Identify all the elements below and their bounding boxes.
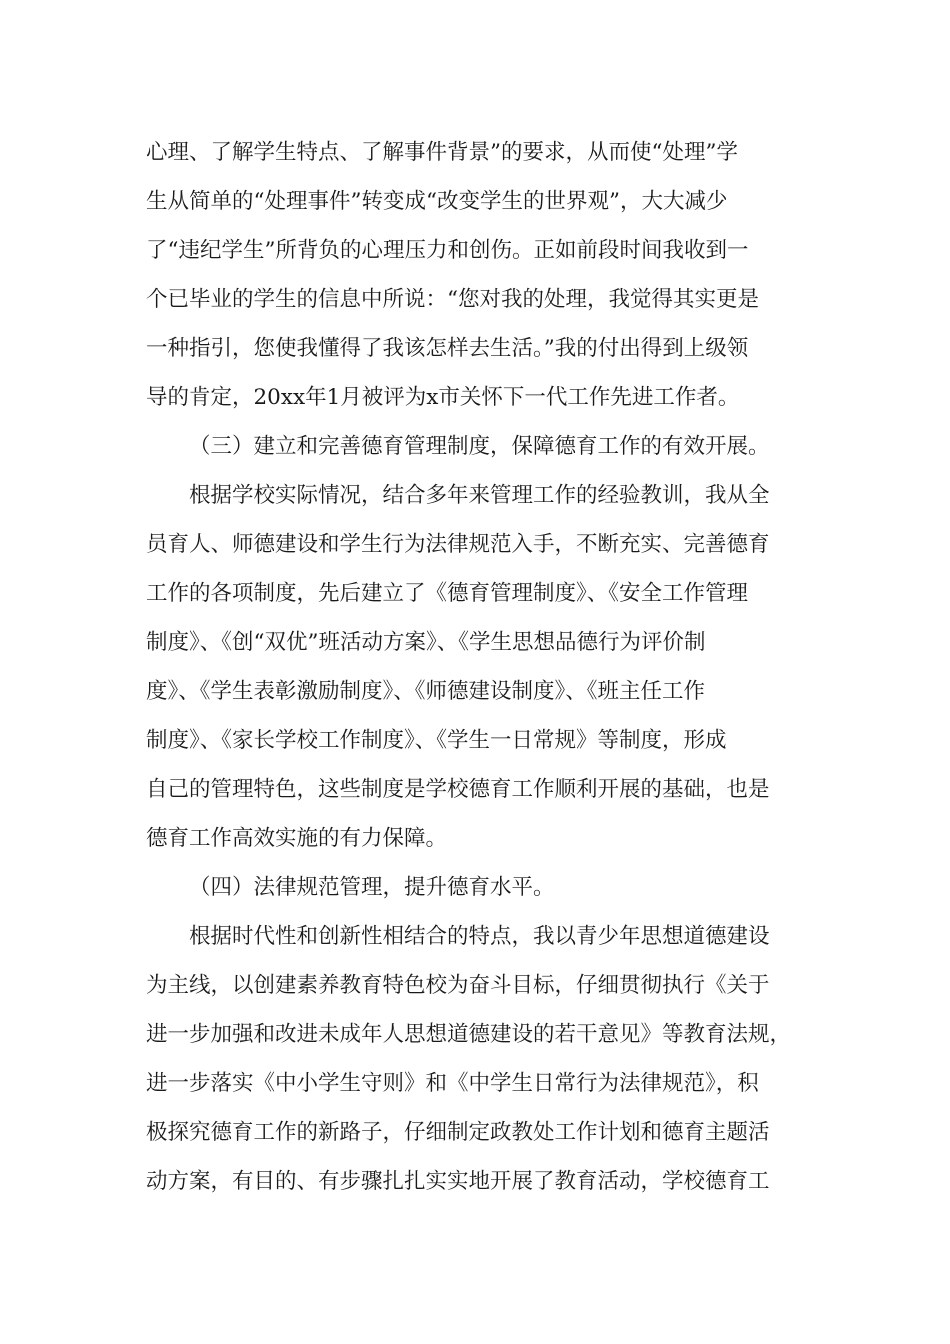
- text-line: 个已毕业的学生的信息中所说：“您对我的处理，我觉得其实更是: [146, 287, 759, 312]
- text-line: 进一步加强和改进未成年人思想道德建设的若干意见》等教育法规，: [146, 1022, 792, 1047]
- section-heading-3: （三）建立和完善德育管理制度，保障德育工作的有效开展。: [189, 434, 770, 459]
- text-line: 制度》、《创“双优”班活动方案》、《学生思想品德行为评价制: [146, 630, 706, 655]
- text-line: 员育人、师德建设和学生行为法律规范入手，不断充实、完善德育: [146, 532, 770, 557]
- text-line: 为主线，以创建素养教育特色校为奋斗目标，仔细贯彻执行《关于: [146, 973, 770, 998]
- text-line: 自己的管理特色，这些制度是学校德育工作顺利开展的基础，也是: [146, 777, 770, 802]
- text-line: 心理、了解学生特点、了解事件背景”的要求，从而使“处理”学: [146, 140, 738, 165]
- text-line: 导的肯定，20xx年1月被评为x市关怀下一代工作先进工作者。: [146, 385, 740, 410]
- text-line: 度》、《学生表彰激励制度》、《师德建设制度》、《班主任工作: [146, 679, 706, 704]
- text-line: 一种指引，您使我懂得了我该怎样去生活。”我的付出得到上级领: [146, 336, 749, 361]
- paragraph-first-line: 根据时代性和创新性相结合的特点，我以青少年思想道德建设: [189, 924, 770, 949]
- section-heading-4: （四）法律规范管理，提升德育水平。: [189, 875, 555, 900]
- body-text: [146, 128, 826, 1206]
- text-line: 工作的各项制度，先后建立了《德育管理制度》、《安全工作管理: [146, 581, 749, 606]
- paragraph-first-line: 根据学校实际情况，结合多年来管理工作的经验教训，我从全: [189, 483, 770, 508]
- text-line: 生从简单的“处理事件”转变成“改变学生的世界观”，大大减少: [146, 189, 728, 214]
- text-line: 德育工作高效实施的有力保障。: [146, 826, 448, 851]
- text-line: 动方案，有目的、有步骤扎扎实实地开展了教育活动，学校德育工: [146, 1169, 770, 1194]
- text-line: 极探究德育工作的新路子，仔细制定政教处工作计划和德育主题活: [146, 1120, 770, 1145]
- text-line: 进一步落实《中小学生守则》和《中学生日常行为法律规范》，积: [146, 1071, 759, 1096]
- text-line: 制度》、《家长学校工作制度》、《学生一日常规》等制度，形成: [146, 728, 727, 753]
- text-line: 了“违纪学生”所背负的心理压力和创伤。正如前段时间我收到一: [146, 238, 749, 263]
